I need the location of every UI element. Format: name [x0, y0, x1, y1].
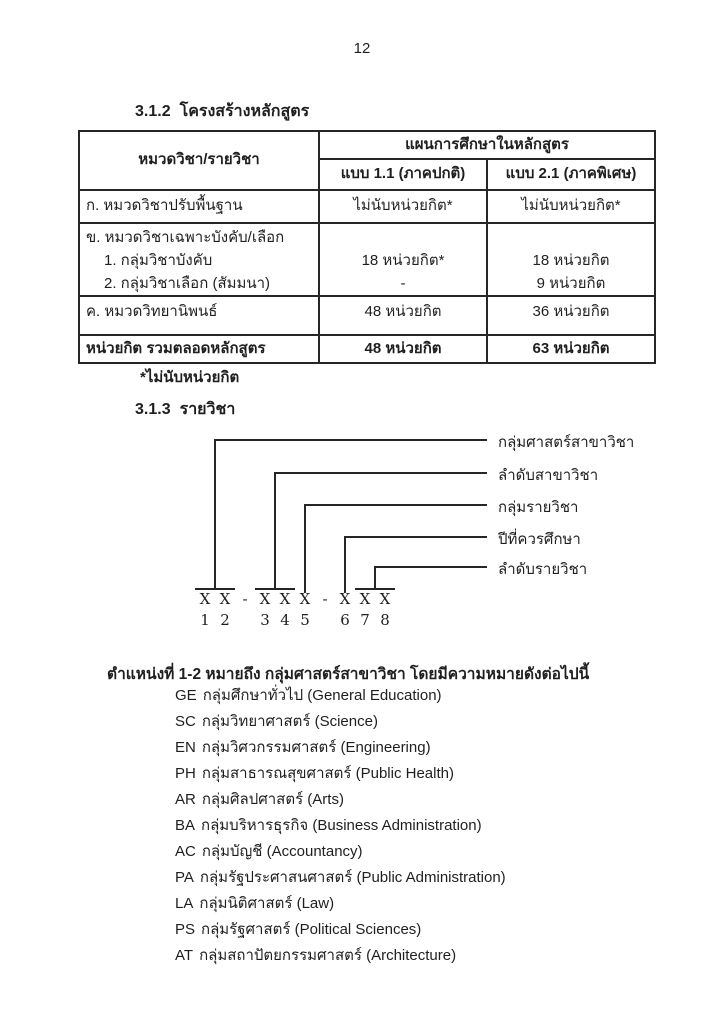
- position-number: 3: [260, 611, 270, 629]
- code-char: -: [242, 590, 248, 608]
- list-item: [175, 865, 506, 891]
- discipline-code: AC: [175, 843, 196, 860]
- connector-line: [344, 536, 487, 538]
- row-values-plan1: [319, 223, 487, 296]
- table-header-plan-1-1: แบบ 1.1 (ภาคปกติ): [319, 159, 487, 190]
- code-char: X: [279, 590, 291, 608]
- discipline-label: กลุ่มวิศวกรรมศาสตร์ (Engineering): [201, 739, 431, 756]
- discipline-label: กลุ่มศึกษาทั่วไป (General Education): [202, 687, 442, 704]
- list-item: [175, 709, 506, 735]
- list-item: [175, 761, 506, 787]
- diagram-label: ลำดับรายวิชา: [498, 561, 588, 578]
- row-label-group: [79, 223, 319, 296]
- connector-line: [214, 439, 216, 590]
- subrow-value: 18 หน่วยกิต: [532, 252, 610, 269]
- discipline-label: กลุ่มบริหารธุรกิจ (Business Administration): [201, 817, 482, 834]
- discipline-code: SC: [175, 713, 196, 730]
- discipline-label: กลุ่มสาธารณสุขศาสตร์ (Public Health): [201, 765, 454, 782]
- list-item: [175, 891, 506, 917]
- table-row: [79, 296, 655, 335]
- row-value-plan2: 36 หน่วยกิต: [487, 296, 655, 335]
- table-row: [79, 131, 655, 159]
- curriculum-structure-table: [78, 130, 656, 364]
- discipline-code: AT: [175, 947, 194, 964]
- discipline-code: EN: [175, 739, 196, 756]
- connector-line: [344, 536, 346, 593]
- connector-line: [214, 439, 487, 441]
- section-heading-3-1-2: [135, 99, 309, 124]
- row-label: ก. หมวดวิชาปรับพื้นฐาน: [79, 190, 319, 223]
- table-row: [79, 223, 655, 296]
- section-title: โครงสร้างหลักสูตร: [179, 103, 310, 120]
- code-char: X: [199, 590, 211, 608]
- discipline-code: GE: [175, 687, 197, 704]
- connector-line: [274, 472, 276, 590]
- row-value-plan1: 48 หน่วยกิต: [319, 296, 487, 335]
- discipline-label: กลุ่มบัญชี (Accountancy): [201, 843, 363, 860]
- discipline-code: PA: [175, 869, 194, 886]
- discipline-label: กลุ่มวิทยาศาสตร์ (Science): [201, 713, 378, 730]
- discipline-label: กลุ่มสถาปัตยกรรมศาสตร์ (Architecture): [199, 947, 457, 964]
- position-number-row: [195, 611, 395, 629]
- code-char: X: [379, 590, 391, 608]
- list-item: [175, 787, 506, 813]
- discipline-label: กลุ่มศิลปศาสตร์ (Arts): [201, 791, 344, 808]
- diagram-label: กลุ่มรายวิชา: [498, 499, 579, 516]
- row-value-plan2: ไม่นับหน่วยกิต*: [487, 190, 655, 223]
- discipline-code: LA: [175, 895, 194, 912]
- list-item: [175, 839, 506, 865]
- diagram-label: ลำดับสาขาวิชา: [498, 467, 599, 484]
- total-row-label: หน่วยกิต รวมตลอดหลักสูตร: [79, 335, 319, 363]
- connector-line: [374, 566, 376, 590]
- subrow-value: 18 หน่วยกิต*: [361, 252, 445, 269]
- connector-line: [274, 472, 487, 474]
- code-char: X: [299, 590, 311, 608]
- row-values-plan2: [487, 223, 655, 296]
- discipline-code: PS: [175, 921, 196, 938]
- code-char: X: [259, 590, 271, 608]
- list-item: [175, 917, 506, 943]
- list-item: [175, 813, 506, 839]
- page-number: 12: [353, 40, 371, 57]
- course-code-row: [195, 590, 395, 608]
- section-number: 3.1.2: [135, 103, 171, 120]
- total-value-plan2: 63 หน่วยกิต: [487, 335, 655, 363]
- row-label: ค. หมวดวิทยานิพนธ์: [79, 296, 319, 335]
- discipline-code: BA: [175, 817, 196, 834]
- position-number: 6: [340, 611, 350, 629]
- diagram-label: ปีที่ควรศึกษา: [498, 531, 581, 548]
- code-char: X: [359, 590, 371, 608]
- subrow-value: 9 หน่วยกิต: [536, 275, 606, 292]
- position-number: 4: [280, 611, 290, 629]
- position-number: 8: [380, 611, 390, 629]
- discipline-label: กลุ่มนิติศาสตร์ (Law): [199, 895, 335, 912]
- list-item: [175, 943, 506, 969]
- position-number: 7: [360, 611, 370, 629]
- connector-line: [374, 566, 487, 568]
- row-label: ข. หมวดวิชาเฉพาะบังคับ/เลือก: [86, 229, 285, 246]
- diagram-label: กลุ่มศาสตร์สาขาวิชา: [498, 434, 635, 451]
- subrow-value: -: [400, 275, 406, 292]
- positions-heading: ตำแหน่งที่ 1-2 หมายถึง กลุ่มศาสตร์สาขาวิชา โดยมีความหมายดังต่อไปนี้: [107, 666, 590, 683]
- discipline-label: กลุ่มรัฐศาสตร์ (Political Sciences): [201, 921, 422, 938]
- row-sublabel-1: 1. กลุ่มวิชาบังคับ: [104, 252, 213, 269]
- total-value-plan1: 48 หน่วยกิต: [319, 335, 487, 363]
- section-heading-3-1-3: [135, 397, 235, 422]
- table-total-row: [79, 335, 655, 363]
- position-number: 5: [300, 611, 310, 629]
- discipline-label: กลุ่มรัฐประศาสนศาสตร์ (Public Administration): [199, 869, 506, 886]
- connector-line: [304, 504, 306, 593]
- discipline-code: PH: [175, 765, 196, 782]
- table-row: [79, 190, 655, 223]
- table-footnote: *ไม่นับหน่วยกิต: [140, 369, 240, 386]
- list-item: [175, 735, 506, 761]
- section-title: รายวิชา: [179, 401, 236, 418]
- list-item: [175, 683, 506, 709]
- discipline-code-list: [175, 683, 506, 969]
- table-header-study-plan: แผนการศึกษาในหลักสูตร: [319, 131, 655, 159]
- position-number: 1: [200, 611, 210, 629]
- code-char: X: [219, 590, 231, 608]
- code-char: -: [322, 590, 328, 608]
- table-header-category: หมวดวิชา/รายวิชา: [79, 131, 319, 190]
- connector-line: [304, 504, 487, 506]
- section-number: 3.1.3: [135, 401, 171, 418]
- row-sublabel-2: 2. กลุ่มวิชาเลือก (สัมมนา): [104, 275, 271, 292]
- table-header-plan-2-1: แบบ 2.1 (ภาคพิเศษ): [487, 159, 655, 190]
- discipline-code: AR: [175, 791, 196, 808]
- row-value-plan1: ไม่นับหน่วยกิต*: [319, 190, 487, 223]
- position-number: 2: [220, 611, 230, 629]
- code-char: X: [339, 590, 351, 608]
